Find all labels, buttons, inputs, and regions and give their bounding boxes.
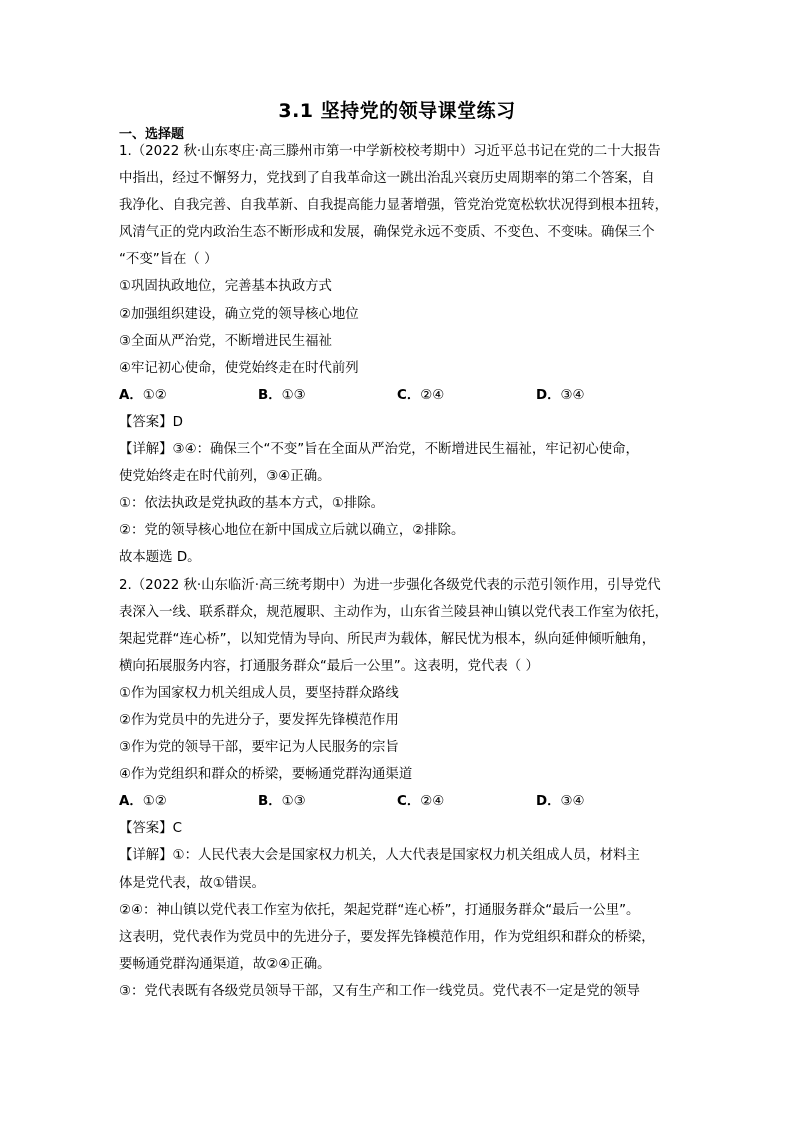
option-d xyxy=(536,788,675,815)
question-2-stem-line: 2.（2022 秋·山东临沂·高三统考期中）为进一步强化各级党代表的示范引领作用，引导党代 xyxy=(119,577,661,593)
option-letter: B． xyxy=(258,387,282,403)
question-1-stem-line: 1.（2022 秋·山东枣庄·高三滕州市第一中学新校校考期中）习近平总书记在党的二十大报告 xyxy=(119,144,661,159)
question-2-statement: ③作为党的领导干部，要牢记为人民服务的宗旨 xyxy=(119,740,399,756)
question-1-stem-line: “不变”旨在（ ） xyxy=(119,252,218,268)
question-2-explanation-line: 这表明，党代表作为党员中的先进分子，要发挥先锋模范作用，作为党组织和群众的桥梁， xyxy=(119,929,655,945)
question-2-explanation-line: ③：党代表既有各级党员领导干部，又有生产和工作一线党员。党代表不一定是党的领导 xyxy=(119,983,640,999)
question-2-explanation-line: 体是党代表，故①错误。 xyxy=(119,875,265,891)
question-2-explanation-line: 要畅通党群沟通渠道，故②④正确。 xyxy=(119,956,331,972)
question-1-statement: ④牢记初心使命，使党始终走在时代前列 xyxy=(119,360,359,376)
option-letter: A． xyxy=(119,794,143,810)
section-heading: 一、选择题 xyxy=(119,127,185,142)
document-body xyxy=(119,138,679,1005)
option-c xyxy=(397,382,536,409)
question-1-stem-line: 风清气正的党内政治生态不断形成和发展，确保党永远不变质、不变色、不变味。确保三个 xyxy=(119,225,655,241)
question-1-explanation-line: 【详解】③④：确保三个“不变”旨在全面从严治党，不断增进民生福祉，牢记初心使命， xyxy=(119,442,639,458)
option-text: ②④ xyxy=(420,794,445,810)
option-c xyxy=(397,788,536,815)
question-2-statement: ①作为国家权力机关组成人员，要坚持群众路线 xyxy=(119,685,399,701)
question-2-stem-line: 表深入一线、联系群众，规范履职、主动作为，山东省兰陵县神山镇以党代表工作室为依托， xyxy=(119,604,669,620)
option-letter: C． xyxy=(397,387,421,403)
answer-value: D xyxy=(172,414,183,430)
question-1-explanation-line: 使党始终走在时代前列，③④正确。 xyxy=(119,469,331,485)
question-1-statement: ②加强组织建设，确立党的领导核心地位 xyxy=(119,306,359,322)
option-text: ②④ xyxy=(420,387,445,403)
question-1-statement: ③全面从严治党，不断增进民生福祉 xyxy=(119,333,332,349)
question-1-explanation-line: ②：党的领导核心地位在新中国成立后就以确立，②排除。 xyxy=(119,523,465,539)
question-1-stem-line: 中指出，经过不懈努力，党找到了自我革命这一跳出治乱兴衰历史周期率的第二个答案，自 xyxy=(119,171,655,187)
option-letter: B． xyxy=(258,794,282,810)
answer-value: C xyxy=(172,821,182,837)
page-title: 3.1 坚持党的领导课堂练习 xyxy=(278,100,516,122)
question-2-statement: ④作为党组织和群众的桥梁，要畅通党群沟通渠道 xyxy=(119,767,413,783)
option-letter: D． xyxy=(536,387,561,403)
option-a xyxy=(119,382,258,409)
option-a xyxy=(119,788,258,815)
option-letter: D． xyxy=(536,794,561,810)
option-text: ①② xyxy=(142,794,167,810)
option-d xyxy=(536,382,675,409)
question-2-answer xyxy=(119,815,679,842)
option-text: ①③ xyxy=(281,387,306,403)
question-2-explanation-line: ②④：神山镇以党代表工作室为依托，架起党群“连心桥”，打通服务群众“最后一公里”。 xyxy=(119,902,640,918)
question-1-stem-line: 我净化、自我完善、自我革新、自我提高能力显著增强，管党治党宽松软状况得到根本扭转， xyxy=(119,198,669,214)
question-2-stem-line: 横向拓展服务内容，打通服务群众“最后一公里”。这表明，党代表（ ） xyxy=(119,658,539,674)
question-2-stem-line: 架起党群“连心桥”，以知党情为导向、所民声为载体，解民忧为根本，纵向延伸倾听触角， xyxy=(119,631,656,647)
question-1 xyxy=(119,138,679,572)
question-1-explanation-line: ①：依法执政是党执政的基本方式，①排除。 xyxy=(119,496,385,512)
question-1-explanation-line: 故本题选 D。 xyxy=(119,550,201,566)
question-1-answer xyxy=(119,409,679,436)
question-2-explanation-line: 【详解】①：人民代表大会是国家权力机关，人大代表是国家权力机关组成人员，材料主 xyxy=(119,848,640,864)
question-2-options xyxy=(119,788,679,815)
question-2 xyxy=(119,572,679,1006)
option-text: ①② xyxy=(142,387,167,403)
option-text: ③④ xyxy=(560,794,585,810)
option-b xyxy=(258,788,397,815)
answer-label: 【答案】 xyxy=(119,821,173,837)
option-letter: A． xyxy=(119,387,143,403)
question-2-statement: ②作为党员中的先进分子，要发挥先锋模范作用 xyxy=(119,712,399,728)
option-b xyxy=(258,382,397,409)
answer-label: 【答案】 xyxy=(119,414,173,430)
question-1-options xyxy=(119,382,679,409)
option-letter: C． xyxy=(397,794,421,810)
question-1-statement: ①巩固执政地位，完善基本执政方式 xyxy=(119,279,332,295)
option-text: ①③ xyxy=(281,794,306,810)
option-text: ③④ xyxy=(560,387,585,403)
